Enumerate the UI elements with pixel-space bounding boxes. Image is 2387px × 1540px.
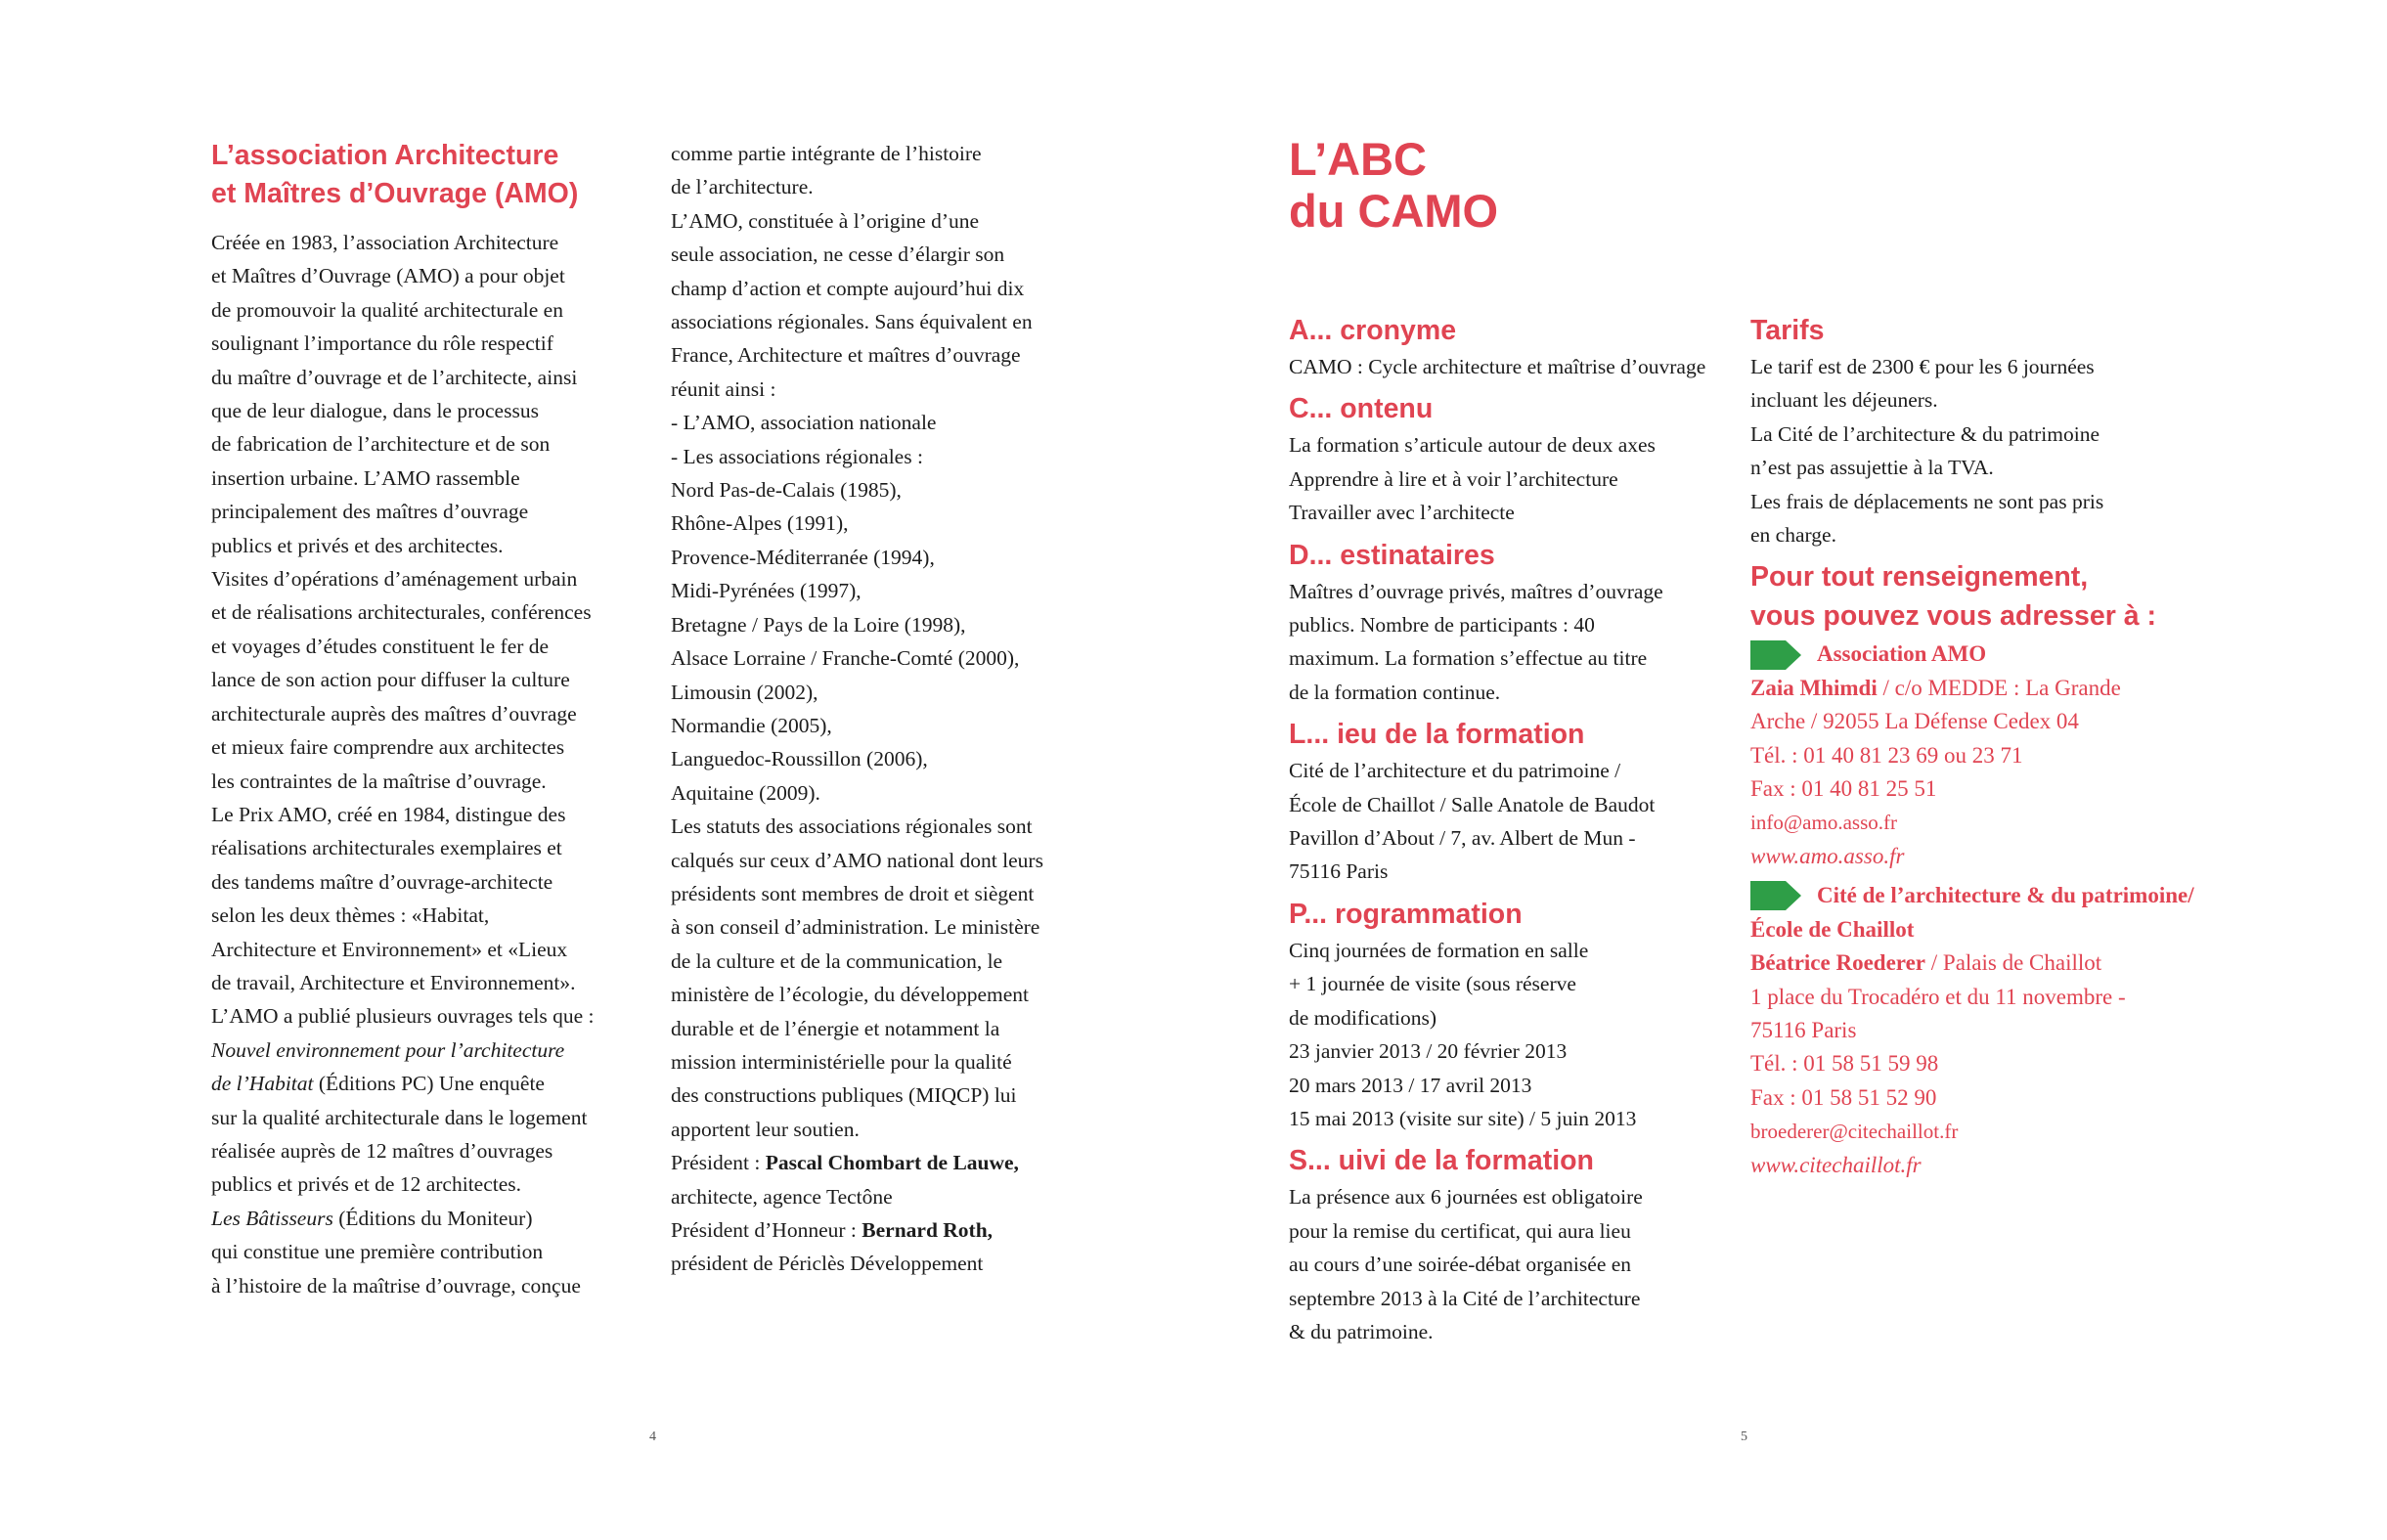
cite-person-line: [1750, 946, 2210, 980]
abc-section-text: La formation s’articule autour de deux axes Apprendre à lire et à voir l’architecture Travailler avec l’architecte: [1289, 433, 1656, 525]
cite-website: [1750, 1149, 2210, 1182]
left-page-col2: [671, 137, 1121, 1281]
abc-section: [1289, 1141, 1739, 1348]
contact-heading: [1750, 557, 2210, 636]
abc-section-heading: D... estinataires: [1289, 539, 1495, 571]
flag-arrow-icon: [1750, 881, 1801, 910]
association-heading: [211, 137, 641, 213]
cite-org-line: [1750, 879, 2210, 912]
abc-section-heading: A... cronyme: [1289, 315, 1457, 346]
president-block: [671, 1146, 1121, 1213]
book-2-description: qui constitue une première contribution à l’histoire de la maîtrise d’ouvrage, conçue: [211, 1240, 581, 1298]
abc-section-heading: L... ieu de la formation: [1289, 719, 1585, 751]
heading-line-2: et Maîtres d’Ouvrage (AMO): [211, 178, 579, 209]
president-label: Président :: [671, 1151, 766, 1175]
title-line-2: du CAMO: [1289, 185, 1499, 237]
abc-section-text: Cité de l’architecture et du patrimoine / École de Chaillot / Salle Anatole de Baudot Pavillon d’About / 7, av. Albert de Mun - 75116 Paris: [1289, 759, 1656, 884]
amo-person-line: [1750, 672, 2210, 705]
statutes-paragraph: Les statuts des associations régionales sont calqués sur ceux d’AMO national dont leurs présidents sont membres de droit et siègent à son conseil d’administration. Le ministère de la culture et de la communication, le ministère de l’écologie, du développement durable et de l’énergie et notamment la mission interministérielle pour la qualité des constructions publiques (MIQCP) lui apportent leur soutien.: [671, 814, 1043, 1141]
page-number-left: 4: [649, 1430, 656, 1444]
amo-person: Zaia Mhimdi: [1750, 675, 1878, 700]
right-page-title: [1289, 133, 1680, 237]
cite-address-1: / Palais de Chaillot: [1925, 950, 2102, 976]
cite-person: Béatrice Roederer: [1750, 950, 1926, 976]
publications-intro: L’AMO a publié plusieurs ouvrages tels que :: [211, 1004, 595, 1029]
book-title-1b: de l’Habitat: [211, 1072, 314, 1096]
right-page-col1: [1289, 311, 1739, 1354]
honor-label: Président d’Honneur :: [671, 1218, 862, 1242]
intro-paragraph: Créée en 1983, l’association Architecture et Maîtres d’Ouvrage (AMO) a pour objet de promouvoir la qualité architecturale en soulignant l’importance du rôle respectif du maître d’ouvrage et de l’architecte, ainsi que de leur dialogue, dans le processus de fabrication de l’architecture et de son insertion urbaine. L’AMO rassemble principalement des maîtres d’ouvrage publics et privés et des architectes.: [211, 231, 578, 557]
book-1-description: sur la qualité architecturale dans le logement réalisée auprès de 12 maîtres d’ouvrages publics et privés et de 12 architectes.: [211, 1105, 588, 1197]
left-page-col1: [211, 137, 641, 1302]
abc-section-heading: C... ontenu: [1289, 393, 1434, 425]
cite-fax: Fax : 01 58 51 52 90: [1750, 1084, 1937, 1110]
honor-role: président de Périclès Développement: [671, 1252, 984, 1276]
cite-address-2: 1 place du Trocadéro et du 11 novembre -: [1750, 984, 2126, 1009]
abc-section-heading: S... uivi de la formation: [1289, 1145, 1594, 1177]
tarifs-section: [1750, 311, 2210, 551]
amo-fax: Fax : 01 40 81 25 51: [1750, 776, 1937, 802]
amo-website-link[interactable]: www.amo.asso.fr: [1750, 843, 1905, 868]
cite-address-3: 75116 Paris: [1750, 1017, 1857, 1042]
amo-website: [1750, 840, 2210, 873]
cite-email[interactable]: broederer@citechaillot.fr: [1750, 1120, 1959, 1144]
president-name: Pascal Chombart de Lauwe,: [765, 1151, 1019, 1175]
abc-section: [1289, 536, 1739, 710]
regions-paragraph: L’AMO, constituée à l’origine d’une seule association, ne cesse d’élargir son champ d’action et compte aujourd’hui dix associations régionales. Sans équivalent en France, Architecture et maîtres d’ouvrage réunit ainsi : - L’AMO, association nationale - Les associations régionales : Nord Pas-de-Calais (1985), Rhône-Alpes (1991), Provence-Méditerranée (1994), Midi-Pyrénées (1997), Bretagne / Pays de la Loire (1998), Alsace Lorraine / Franche-Comté (2000), Limousin (2002), Normandie (2005), Languedoc-Roussillon (2006), Aquitaine (2009).: [671, 208, 1033, 805]
abc-section-text: Maîtres d’ouvrage privés, maîtres d’ouvrage publics. Nombre de participants : 40 maximum. La formation s’effectue au titre de la formation continue.: [1289, 579, 1663, 704]
amo-tel: Tél. : 01 40 81 23 69 ou 23 71: [1750, 742, 2023, 768]
contact-heading-line-2: vous pouvez vous adresser à :: [1750, 600, 2156, 633]
abc-section-text: La présence aux 6 journées est obligatoire pour la remise du certificat, qui aura lieu au cours d’une soirée-débat organisée en septembre 2013 à la Cité de l’architecture & du patrimoine.: [1289, 1185, 1643, 1343]
flag-arrow-icon: [1750, 640, 1801, 670]
abc-title: [1289, 133, 1680, 237]
book-title-1a: Nouvel environnement pour l’architecture: [211, 1037, 565, 1062]
cite-org-name-2: École de Chaillot: [1750, 916, 1915, 942]
cite-tel: Tél. : 01 58 51 59 98: [1750, 1051, 1939, 1077]
title-line-1: L’ABC: [1289, 133, 1427, 185]
amo-org-line: [1750, 638, 2210, 671]
prix-paragraph: Le Prix AMO, créé en 1984, distingue des réalisations architecturales exemplaires et des tandems maître d’ouvrage-architecte selon les deux thèmes : «Habitat, Architecture et Environnement» et «Lieux de travail, Architecture et Environnement».: [211, 802, 576, 994]
visits-paragraph: Visites d’opérations d’aménagement urbain et de réalisations architecturales, conférences et voyages d’études constituent le fer de lance de son action pour diffuser la culture architecturale auprès des maîtres d’ouvrage et mieux faire comprendre aux architectes les contraintes de la maîtrise d’ouvrage.: [211, 567, 592, 793]
page-number-right: 5: [1741, 1430, 1747, 1444]
amo-email[interactable]: info@amo.asso.fr: [1750, 811, 1897, 835]
book-1-publisher: (Éditions PC) Une enquête: [313, 1072, 545, 1096]
cite-website-link[interactable]: www.citechaillot.fr: [1750, 1152, 1922, 1177]
abc-section-text: Cinq journées de formation en salle + 1 journée de visite (sous réserve de modifications) 23 janvier 2013 / 20 février 2013 20 mars 2013 / 17 avril 2013 15 mai 2013 (visite sur site) / 5 juin 2013: [1289, 938, 1637, 1130]
amo-contact: [1750, 638, 2210, 873]
abc-section: [1289, 715, 1739, 889]
tarifs-heading: Tarifs: [1750, 315, 1825, 346]
abc-section: [1289, 389, 1739, 529]
abc-section-heading: P... rogrammation: [1289, 898, 1523, 930]
amo-address-1: / c/o MEDDE : La Grande: [1877, 675, 2121, 700]
publications-paragraph: [211, 999, 641, 1302]
book-title-2: Les Bâtisseurs: [211, 1206, 333, 1230]
abc-section: [1289, 311, 1739, 383]
honor-name: Bernard Roth,: [862, 1218, 994, 1242]
cite-contact: [1750, 879, 2210, 1182]
honorary-president-block: [671, 1213, 1121, 1281]
cite-org-name: Cité de l’architecture & du patrimoine/: [1817, 883, 2194, 908]
amo-address-2: Arche / 92055 La Défense Cedex 04: [1750, 709, 2079, 734]
president-role: architecte, agence Tectône: [671, 1184, 893, 1209]
contact-heading-line-1: Pour tout renseignement,: [1750, 561, 2089, 594]
book-2-publisher: (Éditions du Moniteur): [332, 1206, 533, 1230]
abc-section: [1289, 895, 1739, 1135]
heading-line-1: L’association Architecture: [211, 140, 559, 171]
amo-org-name: Association AMO: [1817, 641, 1987, 667]
abc-section-text: CAMO : Cycle architecture et maîtrise d’ouvrage: [1289, 355, 1706, 378]
tarifs-text: Le tarif est de 2300 € pour les 6 journées incluant les déjeuners. La Cité de l’architecture & du patrimoine n’est pas assujettie à la TVA. Les frais de déplacements ne sont pas pris en charge.: [1750, 355, 2104, 548]
continuation-paragraph: comme partie intégrante de l’histoire de l’architecture.: [671, 142, 982, 199]
right-page-col2: [1750, 311, 2210, 1182]
abc-sections: [1289, 311, 1739, 1348]
